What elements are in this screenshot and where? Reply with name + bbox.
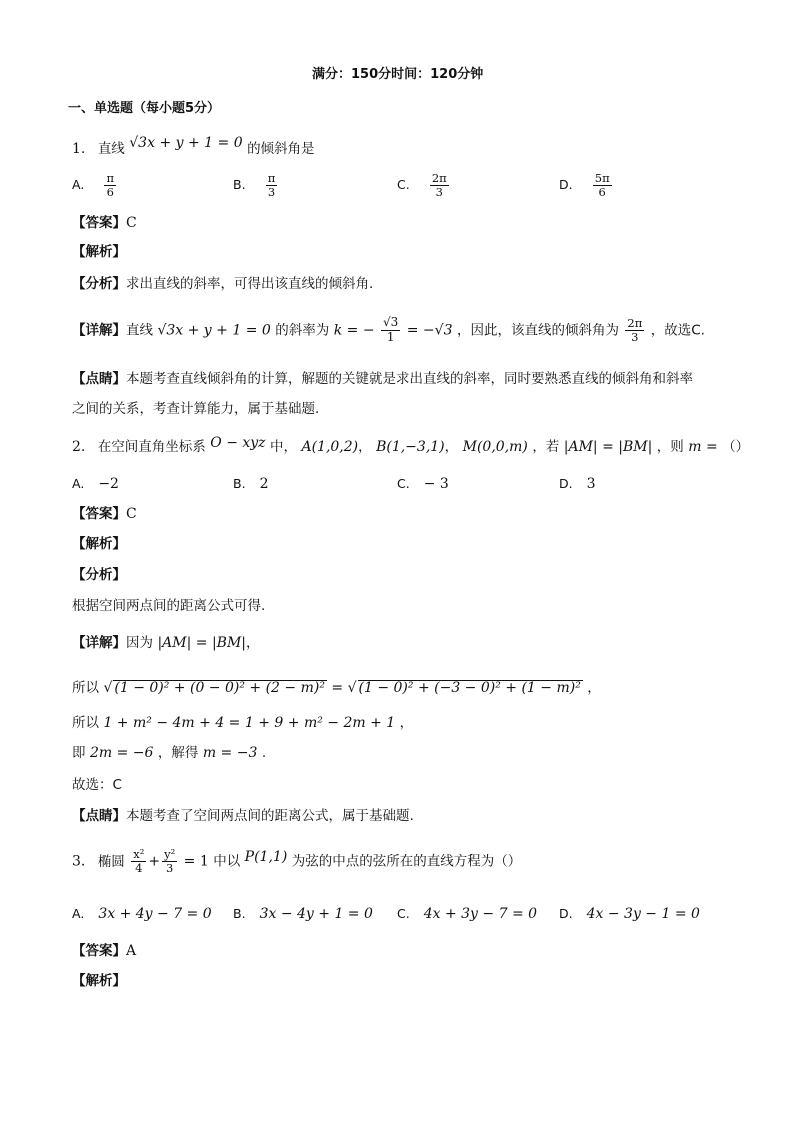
fenxi-line bbox=[72, 277, 373, 292]
point-b: B(1,−3,1) bbox=[376, 439, 445, 455]
option-b[interactable] bbox=[233, 172, 279, 199]
detail-text: 因为 bbox=[126, 635, 153, 651]
question-text: 中， bbox=[270, 439, 298, 455]
question-text: ，则 bbox=[656, 439, 684, 455]
answer-value: C bbox=[126, 506, 137, 522]
slope-fraction: $\frac{√3}{1}$ bbox=[383, 315, 399, 344]
option-value: 3 bbox=[586, 476, 596, 492]
punctuation: . bbox=[261, 745, 267, 761]
detail-text: ，故选C. bbox=[650, 322, 705, 339]
dianjing-line bbox=[72, 372, 693, 387]
detail-line bbox=[72, 316, 705, 345]
step-3 bbox=[72, 746, 266, 761]
step-2 bbox=[72, 716, 413, 731]
choice-line: 故选：C bbox=[72, 777, 122, 793]
punctuation: ， bbox=[246, 635, 260, 651]
equals: = bbox=[331, 680, 344, 696]
plus: + bbox=[148, 853, 161, 870]
question-text: ，若 bbox=[532, 439, 560, 455]
option-label: C. bbox=[397, 177, 410, 193]
option-a[interactable] bbox=[72, 172, 118, 199]
question-text: 直线 bbox=[97, 141, 125, 157]
answer-tag: 【答案】 bbox=[72, 506, 126, 522]
solution: m = −3 bbox=[202, 745, 258, 761]
question-text: 的倾斜角是 bbox=[247, 141, 315, 157]
option-label: B. bbox=[233, 476, 246, 491]
option-value: −2 bbox=[98, 476, 119, 492]
option-label: A. bbox=[72, 177, 85, 193]
answer-line bbox=[72, 507, 137, 522]
analysis-tag: 【解析】 bbox=[72, 973, 126, 989]
question-3 bbox=[72, 848, 521, 875]
condition: |AM| = |BM| bbox=[563, 439, 653, 455]
line-equation: √3x + y + 1 = 0 bbox=[157, 322, 271, 339]
option-label: C. bbox=[397, 476, 410, 491]
option-label: D. bbox=[559, 177, 573, 193]
dianjing-line bbox=[72, 809, 414, 824]
dianjing-text: 本题考查了空间两点间的距离公式，属于基础题. bbox=[126, 808, 414, 824]
angle-fraction: $\frac{2\pi}{3}$ bbox=[627, 315, 643, 344]
point-m: M(0,0,m) bbox=[462, 439, 528, 455]
fenxi-tag: 【分析】 bbox=[72, 276, 126, 292]
option-value: − 3 bbox=[423, 476, 449, 492]
detail-tag: 【详解】 bbox=[72, 635, 126, 651]
question-text: （） bbox=[722, 439, 750, 455]
ellipse-term-x: $\frac{\text{x²}}{4}$ bbox=[133, 847, 145, 876]
question-text: 中以 bbox=[213, 853, 241, 870]
detail-line bbox=[72, 636, 260, 651]
ellipse-rhs: = 1 bbox=[183, 853, 209, 870]
option-a[interactable] bbox=[72, 476, 119, 492]
simplified-equation: 2m = −6 bbox=[89, 745, 154, 761]
answer-value: C bbox=[126, 215, 137, 231]
fenxi-tag: 【分析】 bbox=[72, 567, 126, 583]
distance-bm: (1 − 0)² + (−3 − 0)² + (1 − m)² bbox=[358, 680, 581, 696]
dianjing-text-cont: 之间的关系，考查计算能力，属于基础题. bbox=[72, 401, 320, 417]
fenxi-text: 根据空间两点间的距离公式可得. bbox=[72, 598, 266, 614]
detail-text: 直线 bbox=[126, 322, 153, 339]
option-value: 3x + 4y − 7 = 0 bbox=[98, 906, 212, 922]
answer-tag: 【答案】 bbox=[72, 943, 126, 959]
punctuation: ， bbox=[587, 680, 601, 696]
question-2: 2. 在空间直角坐标系 O − xyz 中， A(1,0,2)， B(1,−3,1)， M(0,0,m) ，若 |AM| = |BM| ，则 m = （） bbox=[72, 435, 750, 455]
option-label: C. bbox=[397, 906, 410, 921]
option-label: A. bbox=[72, 476, 85, 491]
dianjing-tag: 【点睛】 bbox=[72, 371, 126, 387]
option-fraction: $\frac{5\pi}{6}$ bbox=[594, 171, 610, 200]
section-title: 一、单选题（每小题5分） bbox=[68, 101, 221, 116]
expanded-equation: 1 + m² − 4m + 4 = 1 + 9 + m² − 2m + 1 bbox=[103, 715, 396, 731]
option-fraction: $\frac{\pi}{6}$ bbox=[106, 171, 115, 200]
page-title: 满分：150分时间：120分钟 bbox=[312, 67, 484, 82]
option-b[interactable] bbox=[233, 476, 268, 492]
answer-line bbox=[72, 944, 136, 959]
slope-value: = −√3 bbox=[406, 322, 453, 339]
distance-am: (1 − 0)² + (0 − 0)² + (2 − m)² bbox=[114, 680, 325, 696]
analysis-tag: 【解析】 bbox=[72, 536, 126, 552]
detail-text: 的斜率为 bbox=[275, 322, 330, 339]
sqrt-icon: √ bbox=[347, 680, 357, 696]
option-value: 3x − 4y + 1 = 0 bbox=[259, 906, 373, 922]
question-number: 1. bbox=[72, 141, 86, 157]
detail-text: ，因此，该直线的倾斜角为 bbox=[456, 322, 619, 339]
unknown: m = bbox=[688, 439, 718, 455]
ellipse-term-y: $\frac{\text{y²}}{3}$ bbox=[164, 847, 176, 876]
option-a[interactable] bbox=[72, 906, 212, 922]
answer-tag: 【答案】 bbox=[72, 215, 126, 231]
option-d[interactable] bbox=[559, 172, 614, 199]
point-p: P(1,1) bbox=[244, 848, 288, 865]
question-1 bbox=[72, 135, 315, 157]
option-c[interactable] bbox=[397, 172, 451, 199]
option-label: A. bbox=[72, 906, 85, 921]
option-c[interactable] bbox=[397, 476, 449, 492]
fenxi-text: 求出直线的斜率，可得出该直线的倾斜角. bbox=[126, 276, 374, 292]
sqrt-icon: √ bbox=[103, 680, 113, 696]
option-c[interactable] bbox=[397, 906, 537, 922]
option-value: 4x − 3y − 1 = 0 bbox=[586, 906, 700, 922]
option-b[interactable] bbox=[233, 906, 373, 922]
question-number: 2. bbox=[72, 439, 86, 455]
option-value: 4x + 3y − 7 = 0 bbox=[423, 906, 538, 922]
option-fraction: $\frac{2\pi}{3}$ bbox=[431, 171, 447, 200]
step-text: ，解得 bbox=[157, 745, 199, 761]
step-text: 所以 bbox=[72, 715, 99, 731]
step-text: 即 bbox=[72, 745, 86, 761]
analysis-tag: 【解析】 bbox=[72, 244, 126, 260]
question-number: 3. bbox=[72, 853, 86, 870]
option-d[interactable] bbox=[559, 906, 700, 922]
option-fraction: $\frac{\pi}{3}$ bbox=[267, 171, 276, 200]
condition: |AM| = |BM| bbox=[157, 635, 247, 651]
option-label: D. bbox=[559, 906, 573, 921]
punctuation: ， bbox=[399, 715, 414, 731]
detail-tag: 【详解】 bbox=[72, 322, 126, 339]
option-value: 2 bbox=[259, 476, 269, 492]
dianjing-tag: 【点睛】 bbox=[72, 808, 126, 824]
option-d[interactable] bbox=[559, 476, 596, 492]
coordinate-system: O − xyz bbox=[210, 435, 266, 451]
answer-value: A bbox=[126, 943, 137, 959]
step-text: 所以 bbox=[72, 680, 99, 696]
line-equation: √3x + y + 1 = 0 bbox=[129, 135, 243, 151]
option-label: B. bbox=[233, 906, 246, 921]
answer-line bbox=[72, 216, 137, 231]
point-a: A(1,0,2) bbox=[301, 439, 359, 455]
option-label: B. bbox=[233, 177, 246, 193]
question-text: 在空间直角坐标系 bbox=[97, 439, 206, 455]
slope-expression: k = − bbox=[333, 322, 375, 339]
option-label: D. bbox=[559, 476, 573, 491]
question-text: 为弦的中点的弦所在的直线方程为（） bbox=[291, 853, 522, 870]
dianjing-text: 本题考查直线倾斜角的计算，解题的关键就是求出直线的斜率，同时要熟悉直线的倾斜角和斜率 bbox=[126, 371, 693, 387]
question-text: 椭圆 bbox=[97, 853, 125, 870]
step-1 bbox=[72, 680, 601, 696]
